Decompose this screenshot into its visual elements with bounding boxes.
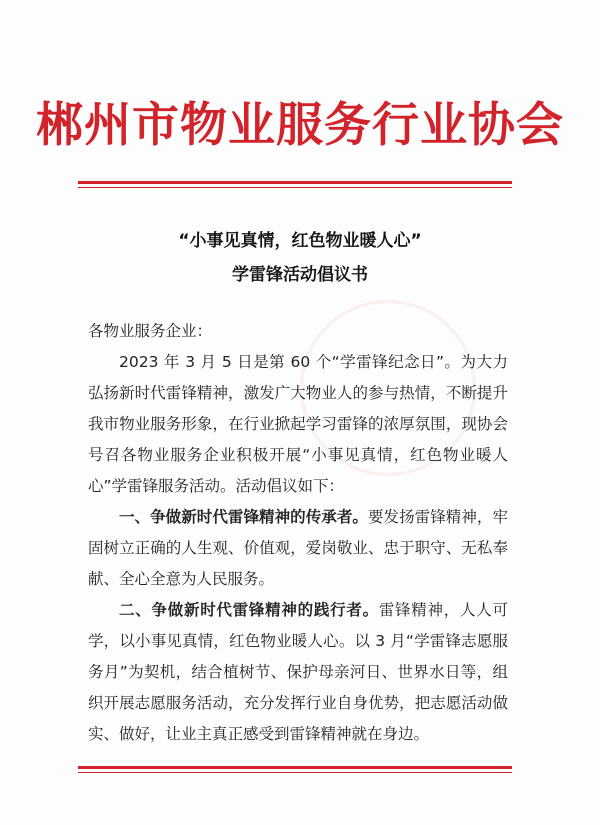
document-title-line2: 学雷锋活动倡议书 bbox=[232, 265, 368, 285]
intro-paragraph: 2023 年 3 月 5 日是第 60 个“学雷锋纪念日”。为大力弘扬新时代雷锋精神，激发广大物业人的参与热情，不断提升我市物业服务形象，在行业掀起学习雷锋的浓厚氛围，现协会号召各物业服务企业积极开展“小事见真情，红色物业暖人心”学雷锋服务活动。活动倡议如下： bbox=[88, 353, 508, 495]
letterhead-rule-thick bbox=[78, 181, 512, 184]
item-2-paragraph bbox=[88, 595, 508, 750]
letterhead-rule-thin bbox=[78, 187, 512, 188]
organization-letterhead: 郴州市物业服务行业协会 bbox=[36, 98, 564, 153]
item-1-heading: 一、争做新时代雷锋精神的传承者。 bbox=[119, 508, 368, 526]
item-1-body: 要发扬雷锋精神，牢固树立正确的人生观、价值观，爱岗敬业、忠于职守、无私奉献、全心全意为人民服务。 bbox=[88, 508, 508, 588]
item-2-body: 雷锋精神，人人可学，以小事见真情，红色物业暖人心。以 3 月“学雷锋志愿服务月”为契机，结合植树节、保护母亲河日、世界水日等，组织开展志愿服务活动，充分发挥行业自身优势，把志愿活动做实、做好，让业主真正感受到雷锋精神就在身边。 bbox=[88, 601, 508, 743]
salutation: 各物业服务企业： bbox=[88, 322, 213, 340]
footer-rule-thin bbox=[78, 772, 512, 773]
document-body bbox=[88, 316, 508, 750]
item-1-paragraph bbox=[88, 502, 508, 595]
document-title-line1: “小事见真情，红色物业暖人心” bbox=[178, 231, 422, 251]
footer-rule-thick bbox=[78, 766, 512, 769]
item-2-heading: 二、争做新时代雷锋精神的践行者。 bbox=[119, 601, 379, 619]
